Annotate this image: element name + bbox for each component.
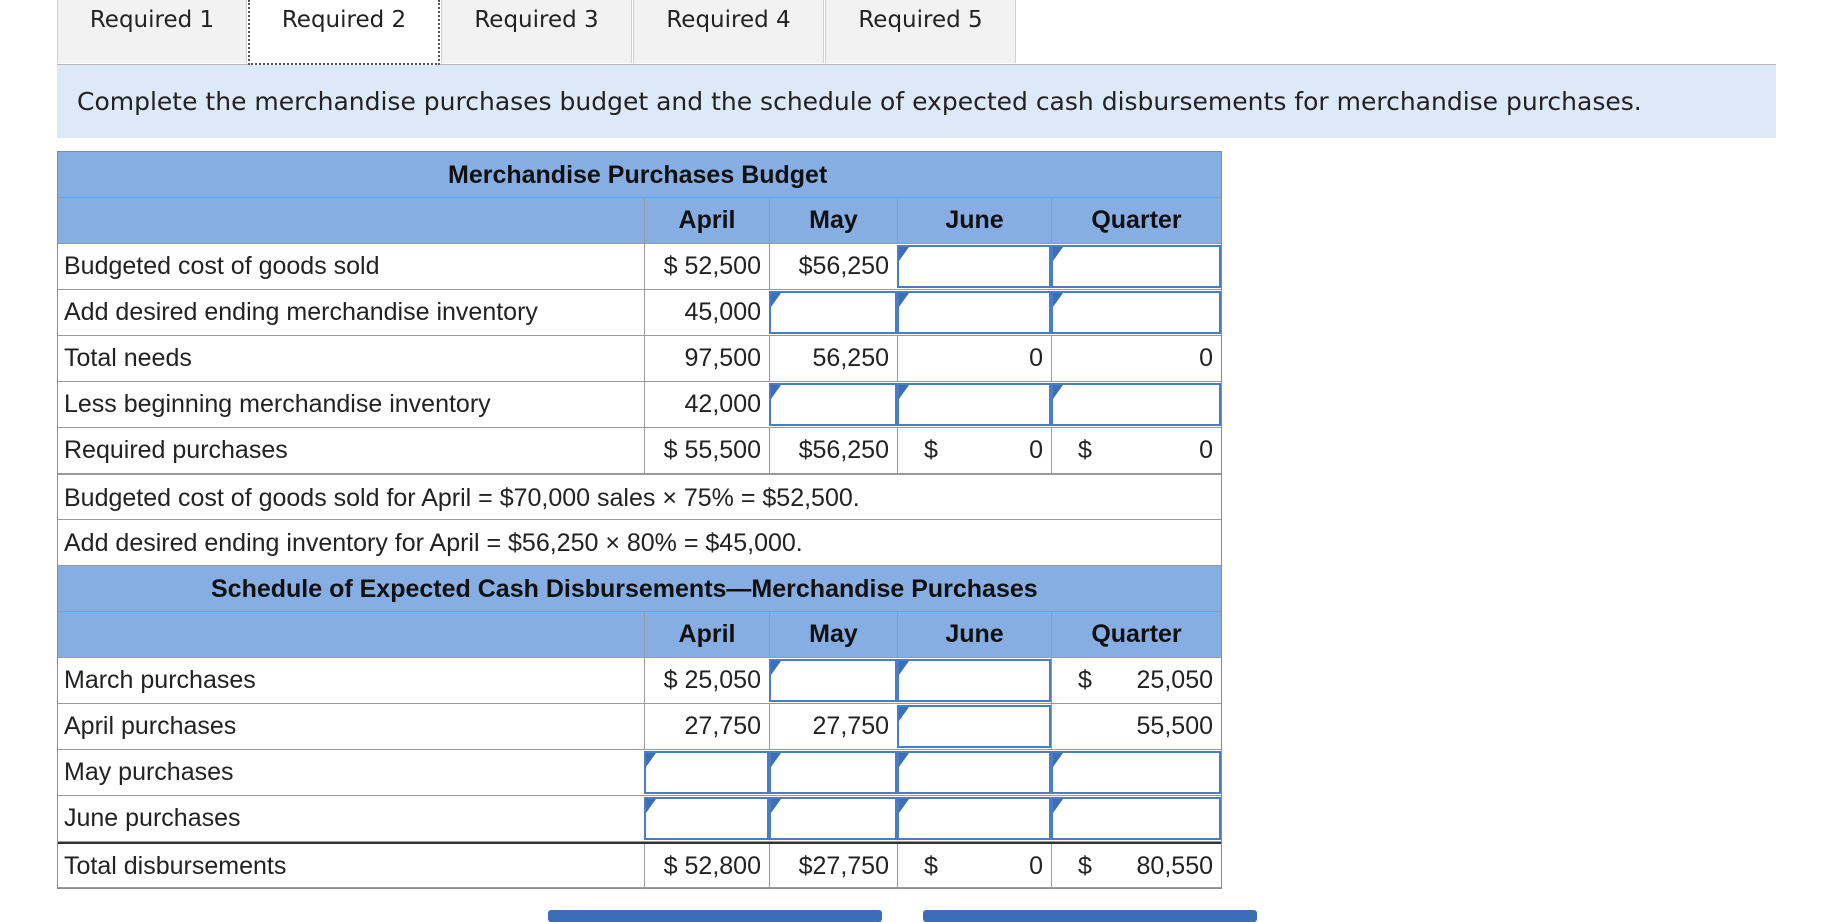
disbursements-title-row xyxy=(58,566,1221,612)
april-value: $ 25,050 xyxy=(644,658,769,703)
quarter-input[interactable] xyxy=(1051,245,1221,288)
quarter-value: 80,550 xyxy=(1136,852,1213,880)
header-quarter: Quarter xyxy=(1051,198,1221,243)
june-input[interactable] xyxy=(897,705,1051,748)
tab-required-5[interactable]: Required 5 xyxy=(825,0,1016,63)
june-input[interactable] xyxy=(897,751,1051,794)
may-input[interactable] xyxy=(769,659,897,702)
april-input[interactable] xyxy=(644,751,769,794)
table-row xyxy=(58,750,1221,796)
april-value: $ 52,500 xyxy=(644,244,769,289)
april-value: $ 55,500 xyxy=(644,428,769,473)
june-value: 0 xyxy=(1029,852,1043,880)
row-label: March purchases xyxy=(64,666,256,694)
instruction-text: Complete the merchandise purchases budget and the schedule of expected cash disbursements for merchandise purchases. xyxy=(57,65,1776,138)
table-row xyxy=(58,428,1221,474)
table-row xyxy=(58,658,1221,704)
purchases-budget-title-row xyxy=(58,152,1221,198)
header-may: May xyxy=(769,198,897,243)
may-input[interactable] xyxy=(769,383,897,426)
dollar-sign: $ xyxy=(1078,436,1092,464)
april-value: $ 52,800 xyxy=(644,844,769,889)
header-june: June xyxy=(897,198,1051,243)
june-cell xyxy=(897,428,1051,473)
purchases-budget-title: Merchandise Purchases Budget xyxy=(448,161,828,189)
purchases-budget-header-row xyxy=(58,198,1221,244)
disbursements-header-row xyxy=(58,612,1221,658)
quarter-value: 0 xyxy=(1051,336,1221,381)
quarter-cell xyxy=(1051,658,1221,703)
header-june: June xyxy=(897,612,1051,657)
row-label: Total needs xyxy=(64,344,192,372)
may-value: 56,250 xyxy=(769,336,897,381)
quarter-value: 0 xyxy=(1199,436,1213,464)
dollar-sign: $ xyxy=(924,436,938,464)
june-input[interactable] xyxy=(897,383,1051,426)
june-input[interactable] xyxy=(897,245,1051,288)
tab-bar xyxy=(57,0,1776,65)
row-label: June purchases xyxy=(64,804,241,832)
june-input[interactable] xyxy=(897,797,1051,840)
may-value: 27,750 xyxy=(769,704,897,749)
tab-required-2[interactable]: Required 2 xyxy=(248,0,440,65)
may-input[interactable] xyxy=(769,751,897,794)
tab-required-1[interactable]: Required 1 xyxy=(57,0,247,63)
table-row xyxy=(58,796,1221,842)
june-cell xyxy=(897,844,1051,889)
header-april: April xyxy=(644,612,769,657)
row-label: April purchases xyxy=(64,712,237,740)
dollar-sign: $ xyxy=(1078,666,1092,694)
tab-required-3[interactable]: Required 3 xyxy=(441,0,632,63)
header-quarter: Quarter xyxy=(1051,612,1221,657)
quarter-cell xyxy=(1051,844,1221,889)
june-input[interactable] xyxy=(897,291,1051,334)
header-may: May xyxy=(769,612,897,657)
note-cogs: Budgeted cost of goods sold for April = $70,000 sales × 75% = $52,500. xyxy=(58,474,1221,520)
budget-worksheet xyxy=(57,151,1222,889)
row-label: Add desired ending merchandise inventory xyxy=(64,298,538,326)
quarter-input[interactable] xyxy=(1051,291,1221,334)
table-row xyxy=(58,244,1221,290)
next-button[interactable] xyxy=(923,910,1257,922)
dollar-sign: $ xyxy=(1078,852,1092,880)
may-value: $27,750 xyxy=(769,844,897,889)
june-value: 0 xyxy=(1029,436,1043,464)
april-value: 27,750 xyxy=(644,704,769,749)
tab-required-4[interactable]: Required 4 xyxy=(633,0,824,63)
table-row xyxy=(58,842,1221,888)
row-label: Budgeted cost of goods sold xyxy=(64,252,380,280)
april-value: 42,000 xyxy=(644,382,769,427)
header-april: April xyxy=(644,198,769,243)
table-row xyxy=(58,336,1221,382)
prev-button[interactable] xyxy=(548,910,882,922)
table-row xyxy=(58,382,1221,428)
quarter-value: 25,050 xyxy=(1136,666,1213,694)
may-value: $56,250 xyxy=(769,244,897,289)
row-label: Required purchases xyxy=(64,436,288,464)
dollar-sign: $ xyxy=(924,852,938,880)
disbursements-title: Schedule of Expected Cash Disbursements—Merchandise Purchases xyxy=(211,575,1038,603)
june-input[interactable] xyxy=(897,659,1051,702)
quarter-cell xyxy=(1051,428,1221,473)
april-input[interactable] xyxy=(644,797,769,840)
may-input[interactable] xyxy=(769,291,897,334)
table-row xyxy=(58,704,1221,750)
row-label: Total disbursements xyxy=(64,852,287,880)
row-label: May purchases xyxy=(64,758,234,786)
quarter-input[interactable] xyxy=(1051,751,1221,794)
april-value: 45,000 xyxy=(644,290,769,335)
june-value: 0 xyxy=(897,336,1051,381)
quarter-value: 55,500 xyxy=(1051,704,1221,749)
april-value: 97,500 xyxy=(644,336,769,381)
table-row xyxy=(58,290,1221,336)
quarter-input[interactable] xyxy=(1051,797,1221,840)
quarter-input[interactable] xyxy=(1051,383,1221,426)
may-input[interactable] xyxy=(769,797,897,840)
note-ending-inventory: Add desired ending inventory for April = $56,250 × 80% = $45,000. xyxy=(58,520,1221,566)
may-value: $56,250 xyxy=(769,428,897,473)
row-label: Less beginning merchandise inventory xyxy=(64,390,491,418)
